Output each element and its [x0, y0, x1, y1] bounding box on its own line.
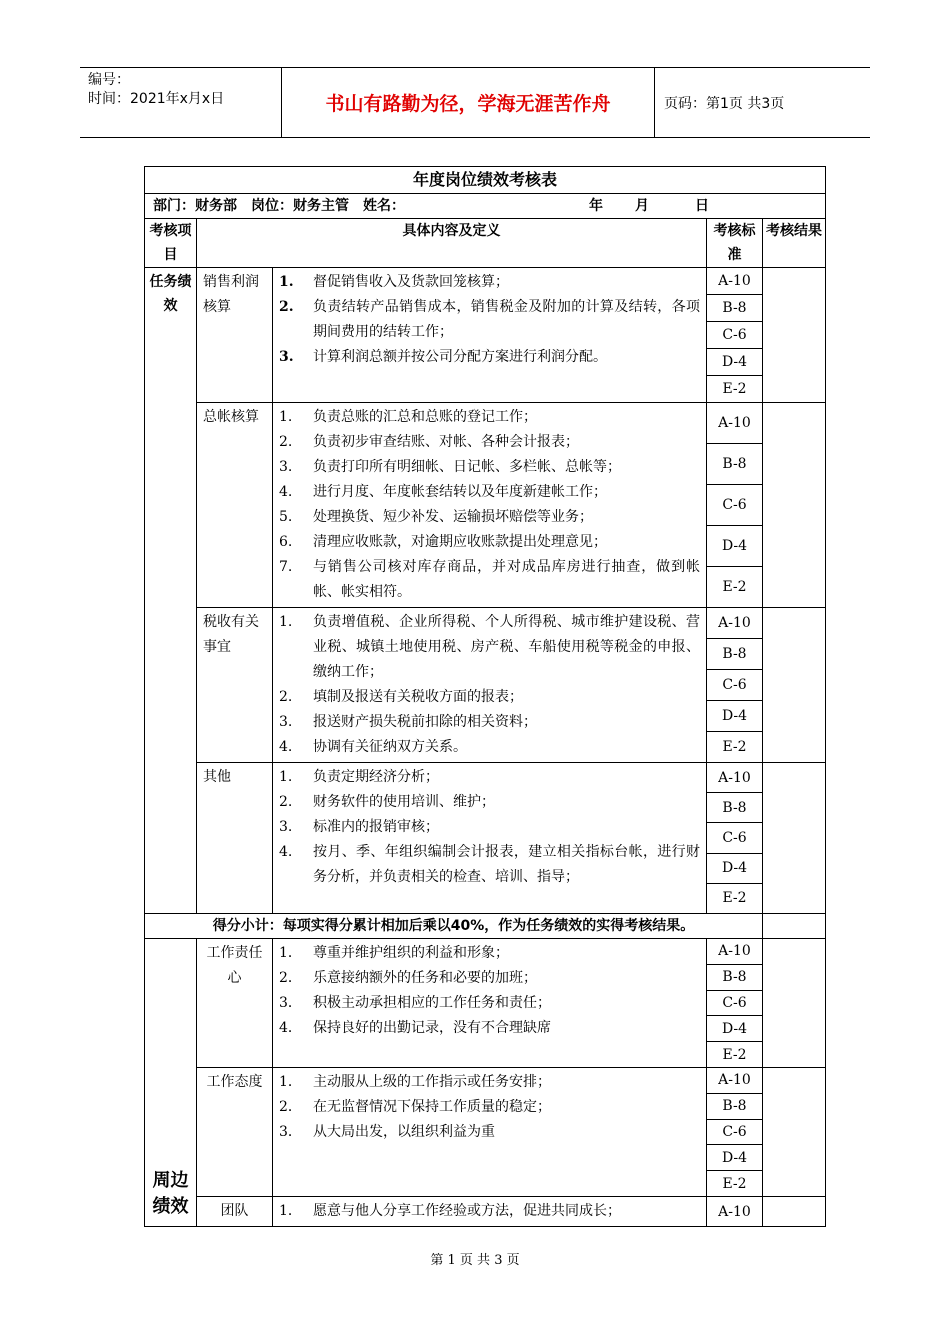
grade-option: E-2	[722, 890, 747, 907]
item-number: 6.	[279, 534, 293, 550]
section-name: 总帐核算	[197, 403, 273, 608]
grade-cell	[707, 268, 763, 403]
item-text: 按月、季、年组织编制会计报表，建立相关指标台帐，进行财务分析，并负责相关的检查、培训、指导；	[313, 844, 700, 885]
appraisal-table	[144, 166, 826, 1227]
section-row	[145, 403, 826, 608]
result-cell[interactable]	[763, 939, 826, 1068]
section-content	[273, 763, 707, 914]
item-list	[273, 1197, 706, 1226]
item-text: 负责结转产品销售成本，销售税金及附加的计算及结转，各项期间费用的结转工作；	[313, 299, 700, 340]
list-item	[279, 991, 700, 1016]
list-item	[279, 710, 700, 735]
result-cell[interactable]	[763, 1197, 826, 1227]
item-list	[273, 403, 706, 607]
list-item	[279, 685, 700, 710]
item-text: 乐意接纳额外的任务和必要的加班；	[313, 970, 537, 986]
section-content	[273, 1197, 707, 1227]
grade-option: B-8	[707, 965, 762, 991]
item-text: 财务软件的使用培训、维护；	[313, 794, 495, 810]
list-item	[279, 765, 700, 790]
item-number: 3．	[279, 1124, 302, 1140]
grade-option: C-6	[707, 485, 762, 526]
grade-option: C-6	[707, 1120, 762, 1146]
list-item	[279, 1016, 700, 1041]
item-text: 填制及报送有关税收方面的报表；	[313, 689, 523, 705]
item-list	[273, 763, 706, 892]
grade-option: B-8	[707, 639, 762, 670]
dept-field: 部门：财务部	[153, 198, 237, 214]
item-number: 7.	[279, 559, 293, 575]
section-name: 销售利润核算	[197, 268, 273, 403]
post-field: 岗位：财务主管	[251, 198, 349, 214]
grade-option: B-8	[707, 1094, 762, 1120]
grade-cell	[707, 403, 763, 608]
section-name: 工作责任心	[197, 939, 273, 1068]
list-item	[279, 345, 700, 370]
result-cell[interactable]	[763, 1068, 826, 1197]
grade-option: A-10	[707, 763, 762, 793]
grade-option: E-2	[722, 739, 747, 755]
section-row	[145, 1068, 826, 1197]
item-number: 2.	[279, 689, 293, 705]
list-item	[279, 1070, 700, 1095]
section-name: 税收有关事宜	[197, 608, 273, 763]
section-row	[145, 939, 826, 1068]
grade-option: D-4	[707, 349, 762, 376]
section-content	[273, 608, 707, 763]
item-text: 报送财产损失税前扣除的相关资料；	[313, 714, 537, 730]
item-number: 1.	[279, 614, 293, 630]
list-item	[279, 815, 700, 840]
item-number: 4.	[279, 484, 293, 500]
result-cell[interactable]	[763, 268, 826, 403]
section-row	[145, 763, 826, 914]
result-cell[interactable]	[763, 403, 826, 608]
section-name: 工作态度	[197, 1068, 273, 1197]
date-label: 时间：2021年x月x日	[88, 91, 225, 107]
item-text: 协调有关征纳双方关系。	[313, 739, 467, 755]
section-content	[273, 1068, 707, 1197]
grade-option: B-8	[707, 793, 762, 823]
grade-option: E-2	[722, 1175, 747, 1192]
subtotal-text: 得分小计：每项实得分累计相加后乘以40%，作为任务绩效的实得考核结果。	[145, 914, 763, 939]
item-text: 从大局出发，以组织利益为重	[313, 1124, 495, 1140]
grade-option: A-10	[707, 608, 762, 639]
grade-option: B-8	[707, 444, 762, 485]
item-text: 负责总账的汇总和总账的登记工作；	[313, 409, 537, 425]
grade-option: E-2	[722, 1046, 747, 1063]
name-field: 姓名：	[363, 198, 405, 214]
section-content	[273, 403, 707, 608]
header-page-info: 页码：第1页 共3页	[664, 95, 785, 112]
item-text: 负责定期经济分析；	[313, 769, 439, 785]
item-text: 愿意与他人分享工作经验或方法，促进共同成长；	[313, 1203, 621, 1219]
item-text: 尊重并维护组织的利益和形象；	[313, 945, 509, 961]
section-row	[145, 268, 826, 403]
item-list	[273, 939, 706, 1043]
item-text: 主动服从上级的工作指示或任务安排；	[313, 1074, 551, 1090]
grade-cell	[707, 763, 763, 914]
grade-cell	[707, 1197, 763, 1227]
item-text: 在无监督情况下保持工作质量的稳定；	[313, 1099, 551, 1115]
item-text: 督促销售收入及货款回笼核算；	[313, 274, 509, 290]
section-row	[145, 1197, 826, 1227]
list-item	[279, 555, 700, 605]
category-task: 任务绩效	[145, 268, 197, 914]
result-cell[interactable]	[763, 608, 826, 763]
item-number: 5.	[279, 509, 293, 525]
section-row	[145, 608, 826, 763]
month-label: 月	[635, 198, 649, 214]
document-header	[80, 67, 870, 138]
item-text: 积极主动承担相应的工作任务和责任；	[313, 995, 551, 1011]
col-header-standard: 考核标准	[707, 219, 763, 268]
grade-option: A-10	[707, 403, 762, 444]
item-number: 4.	[279, 844, 293, 860]
table-title: 年度岗位绩效考核表	[145, 167, 826, 194]
item-number: 1．	[279, 1203, 302, 1219]
col-header-item: 考核项目	[145, 219, 197, 268]
section-name: 其他	[197, 763, 273, 914]
grade-option: A-10	[707, 939, 762, 965]
list-item	[279, 480, 700, 505]
grade-option: E-2	[722, 381, 747, 397]
grade-option: D-4	[707, 854, 762, 884]
grade-option: D-4	[707, 1145, 762, 1171]
item-text: 计算利润总额并按公司分配方案进行利润分配。	[313, 349, 607, 365]
header-motto: 书山有路勤为径，学海无涯苦作舟	[282, 68, 655, 137]
list-item	[279, 530, 700, 555]
grade-option: C-6	[707, 322, 762, 349]
list-item	[279, 455, 700, 480]
item-number: 3.	[279, 714, 293, 730]
grade-option: C-6	[707, 991, 762, 1017]
list-item	[279, 270, 700, 295]
item-number: 1.	[279, 769, 293, 785]
item-number: 2.	[279, 794, 293, 810]
item-number: 3.	[279, 349, 294, 365]
item-text: 保持良好的出勤记录，没有不合理缺席	[313, 1020, 551, 1036]
list-item	[279, 1120, 700, 1145]
item-text: 标准内的报销审核；	[313, 819, 439, 835]
category-peripheral: 周边绩效	[145, 939, 197, 1227]
item-text: 清理应收账款，对逾期应收账款提出处理意见；	[313, 534, 607, 550]
list-item	[279, 790, 700, 815]
grade-option: A-10	[707, 268, 762, 295]
day-label: 日	[695, 198, 709, 214]
list-item	[279, 1095, 700, 1120]
section-content	[273, 268, 707, 403]
header-meta	[80, 68, 282, 137]
item-number: 3．	[279, 995, 302, 1011]
item-number: 1．	[279, 1074, 302, 1090]
item-number: 3.	[279, 459, 293, 475]
list-item	[279, 941, 700, 966]
grade-option: D-4	[707, 1016, 762, 1042]
list-item	[279, 505, 700, 530]
list-item	[279, 430, 700, 455]
item-number: 4．	[279, 1020, 302, 1036]
grade-option: C-6	[707, 823, 762, 853]
year-label: 年	[589, 198, 603, 214]
grade-option: A-10	[718, 1203, 751, 1220]
item-number: 2．	[279, 970, 302, 986]
item-number: 1.	[279, 409, 293, 425]
item-number: 2.	[279, 299, 294, 315]
item-number: 3.	[279, 819, 293, 835]
list-item	[279, 1199, 700, 1224]
list-item	[279, 840, 700, 890]
list-item	[279, 735, 700, 760]
col-header-content: 具体内容及定义	[197, 219, 707, 268]
item-list	[273, 268, 706, 372]
section-name: 团队	[197, 1197, 273, 1227]
dept-row	[145, 194, 826, 219]
list-item	[279, 966, 700, 991]
col-header-result: 考核结果	[763, 219, 826, 268]
grade-option: A-10	[707, 1068, 762, 1094]
item-text: 负责打印所有明细帐、日记帐、多栏帐、总帐等；	[313, 459, 621, 475]
item-number: 2．	[279, 1099, 302, 1115]
list-item	[279, 405, 700, 430]
number-label: 编号：	[88, 72, 130, 88]
item-text: 负责初步审查结账、对帐、各种会计报表；	[313, 434, 579, 450]
page-footer: 第 1 页 共 3 页	[430, 1253, 520, 1268]
grade-option: B-8	[707, 295, 762, 322]
section-content	[273, 939, 707, 1068]
list-item	[279, 295, 700, 345]
item-text: 进行月度、年度帐套结转以及年度新建帐工作；	[313, 484, 607, 500]
item-list	[273, 1068, 706, 1147]
subtotal-result[interactable]	[763, 914, 826, 939]
grade-cell	[707, 608, 763, 763]
grade-option: D-4	[707, 526, 762, 567]
item-number: 2.	[279, 434, 293, 450]
grade-cell	[707, 1068, 763, 1197]
item-number: 4.	[279, 739, 293, 755]
item-list	[273, 608, 706, 762]
grade-option: C-6	[707, 670, 762, 701]
grade-option: D-4	[707, 701, 762, 732]
item-text: 与销售公司核对库存商品，并对成品库房进行抽查，做到帐帐、帐实相符。	[313, 559, 700, 600]
grade-cell	[707, 939, 763, 1068]
result-cell[interactable]	[763, 763, 826, 914]
item-number: 1．	[279, 945, 302, 961]
grade-option: E-2	[722, 579, 747, 595]
item-text: 负责增值税、企业所得税、个人所得税、城市维护建设税、营业税、城镇土地使用税、房产税、车船使用税等税金的申报、缴纳工作；	[313, 614, 700, 680]
item-text: 处理换货、短少补发、运输损坏赔偿等业务；	[313, 509, 593, 525]
item-number: 1.	[279, 274, 294, 290]
list-item	[279, 610, 700, 685]
